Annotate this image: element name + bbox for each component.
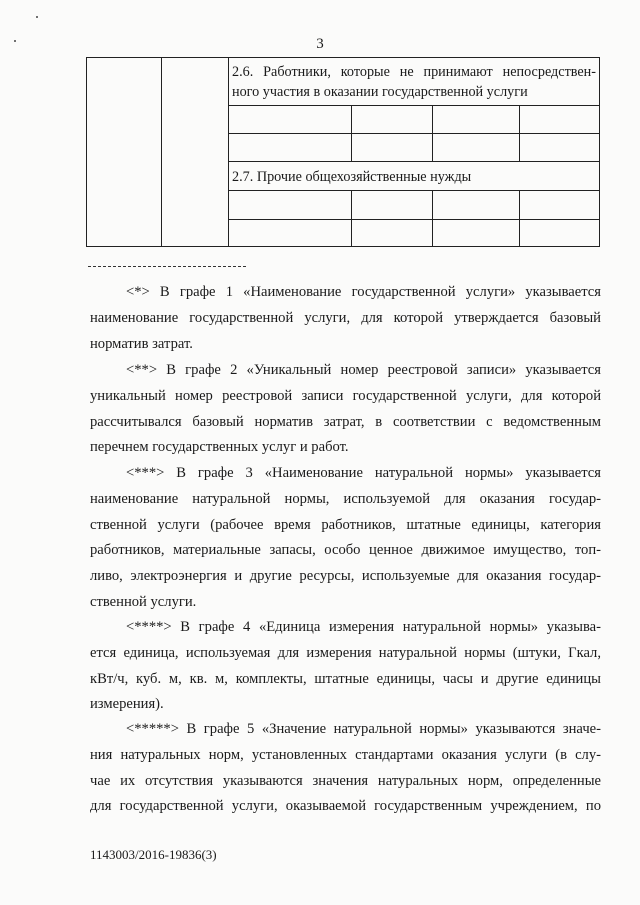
footnote-line: наименование натуральной нормы, используемой для оказания государ-	[90, 490, 601, 507]
footnote-line: для государственной услуги, оказываемой государственным учреждением, по	[90, 798, 601, 815]
footnote-5	[90, 717, 601, 820]
footnote-4	[90, 615, 601, 718]
footnote-line: <*****> В графе 5 «Значение натуральной нормы» указываются значе-	[126, 721, 601, 737]
footnote-line: ственной услуги (рабочее время работников, штатные единицы, категория	[90, 516, 601, 533]
footnote-1	[90, 280, 601, 357]
row-2-6-label	[232, 62, 596, 102]
page-number: 3	[316, 36, 324, 52]
footnote-line: ственной услуги.	[90, 593, 197, 610]
footnote-line: работников, материальные запасы, особо ценное движимое имущество, топ-	[90, 542, 601, 559]
cost-table	[86, 57, 600, 247]
row-2-7-label: 2.7. Прочие общехозяйственные нужды	[232, 169, 472, 185]
footnote-line: перечнем государственных услуг и работ.	[90, 439, 349, 456]
footnote-line: ливо, электроэнергия и другие ресурсы, используемые для оказания государ-	[90, 568, 601, 585]
footnote-line: наименование государственной услуги, для которой утверждается базовый	[90, 309, 601, 326]
footnote-line: <***> В графе 3 «Наименование натуральной нормы» указывается	[126, 465, 601, 481]
document-number: 1143003/2016-19836(3)	[90, 847, 217, 862]
row-2-6-line: ного участия в оказании государственной услуги	[232, 84, 528, 100]
footnote-line: уникальный номер реестровой записи государственной услуги, для которой	[90, 387, 601, 404]
footnote-line: ния натуральных норм, установленных стандартами оказания услуги (в слу-	[90, 746, 601, 763]
footnote-line: <**> В графе 2 «Уникальный номер реестровой записи» указывается	[126, 362, 601, 378]
footnote-3	[90, 461, 601, 616]
footnote-line: рассчитывался базовый норматив затрат, в соответствии с ведомственным	[90, 413, 601, 430]
footnote-line: <****> В графе 4 «Единица измерения натуральной нормы» указыва-	[126, 619, 601, 635]
footnote-line: чае их отсутствия указываются значения натуральных норм, определенные	[90, 772, 601, 789]
footnote-line: кВт/ч, куб. м, кв. м, комплекты, штатные единицы, часы и другие единицы	[90, 670, 601, 687]
footnote-line: <*> В графе 1 «Наименование государственной услуги» указывается	[126, 284, 601, 300]
footnote-separator	[88, 266, 246, 267]
footnote-line: измерения).	[90, 696, 164, 713]
footnote-2	[90, 358, 601, 461]
footnote-line: ется единица, используемая для измерения натуральной нормы (штуки, Гкал,	[90, 644, 601, 661]
footnote-line: норматив затрат.	[90, 335, 193, 352]
row-2-6-line: 2.6. Работники, которые не принимают непосредствен-	[232, 64, 596, 80]
scan-speck	[36, 16, 38, 18]
